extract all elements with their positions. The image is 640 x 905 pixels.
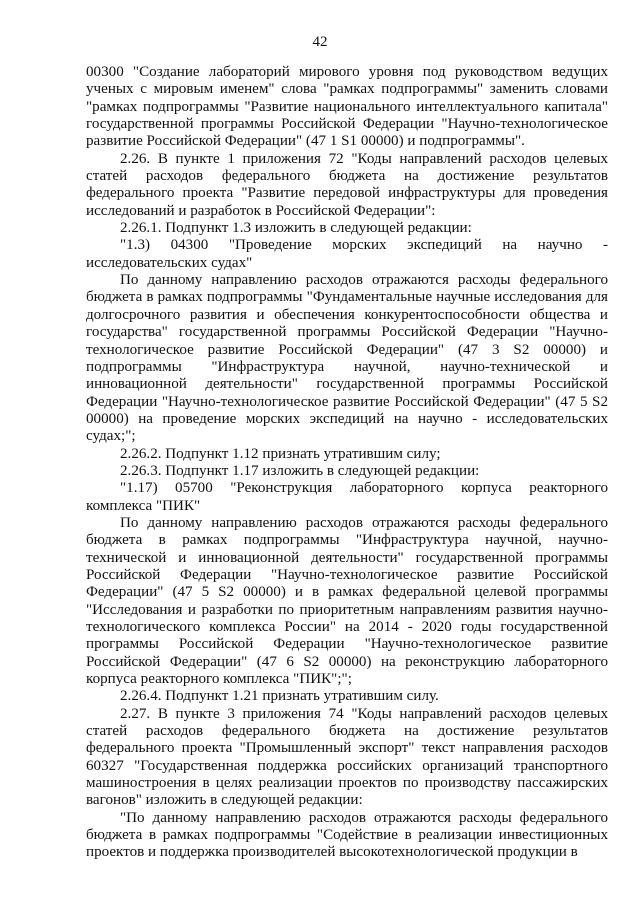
paragraph: По данному направлению расходов отражаются расходы федерального бюджета в рамках подпрограммы "Инфраструктура научной, научно-технической и инновационной деятельности" государственной программы Российской Федерации "Научно-технологическое развитие Российской Федерации" (47 5 S2 00000) и в рамках федеральной целевой программы "Исследования и разработки по приоритетным направлениям развития научно-технологического комплекса России" на 2014 - 2020 годы государственной программы Российской Федерации "Научно-технологическое развитие Российской Федерации" (47 6 S2 00000) на реконструкцию лабораторного корпуса реакторного комплекса "ПИК";"; [86, 514, 608, 688]
paragraph-item-2-26-4: 2.26.4. Подпункт 1.21 признать утратившим силу. [120, 688, 439, 705]
paragraph: "По данному направлению расходов отражаются расходы федерального бюджета в рамках подпрограммы "Содействие в реализации инвестиционных проектов и поддержка производителей высокотехнологической продукции в [86, 809, 608, 861]
paragraph-quote-1-17: "1.17) 05700 "Реконструкция лабораторного корпуса реакторного комплекса "ПИК" [86, 480, 608, 514]
page-number: 42 [312, 34, 328, 50]
paragraph-item-2-26-3: 2.26.3. Подпункт 1.17 изложить в следующей редакции: [120, 462, 480, 479]
paragraph: По данному направлению расходов отражаются расходы федерального бюджета в рамках подпрограммы "Фундаментальные научные исследования для долгосрочного развития и обеспечения конкурентоспособности общества и государства" государственной программы Российской Федерации "Научно-технологическое развитие Российской Федерации" (47 3 S2 00000) и подпрограммы "Инфраструктура научной, научно-технической и инновационной деятельности" государственной программы Российской Федерации "Научно-технологическое развитие Российской Федерации" (47 5 S2 00000) на проведение морских экспедиций на научно - исследовательских судах;"; [86, 272, 608, 445]
paragraph: 00300 "Создание лабораторий мирового уровня под руководством ведущих ученых с мировым именем" слова "рамках подпрограммы" заменить словами "рамках подпрограммы "Развитие национального интеллектуального капитала" государственной программы Российской Федерации "Научно-технологическое развитие Российской Федерации" (47 1 S1 00000) и подпрограммы". [86, 64, 608, 150]
paragraph-quote-1-3: "1.3) 04300 "Проведение морских экспедиций на научно - исследовательских судах" [86, 237, 608, 271]
paragraph-item-2-26: 2.26. В пункте 1 приложения 72 "Коды направлений расходов целевых статей расходов федерального бюджета на достижение результатов федерального проекта "Развитие передовой инфраструктуры для проведения исследований и разработок в Российской Федерации": [86, 150, 608, 219]
paragraph-item-2-26-2: 2.26.2. Подпункт 1.12 признать утратившим силу; [120, 445, 441, 462]
paragraph-item-2-27: 2.27. В пункте 3 приложения 74 "Коды направлений расходов целевых статей расходов федерального бюджета на достижение результатов федерального проекта "Промышленный экспорт" текст направления расходов 60327 "Государственная поддержка российских организаций транспортного машиностроения в целях реализации проектов по производству пассажирских вагонов" изложить в следующей редакции: [86, 705, 608, 809]
document-body [86, 64, 608, 862]
paragraph-item-2-26-1: 2.26.1. Подпункт 1.3 изложить в следующей редакции: [120, 220, 472, 237]
